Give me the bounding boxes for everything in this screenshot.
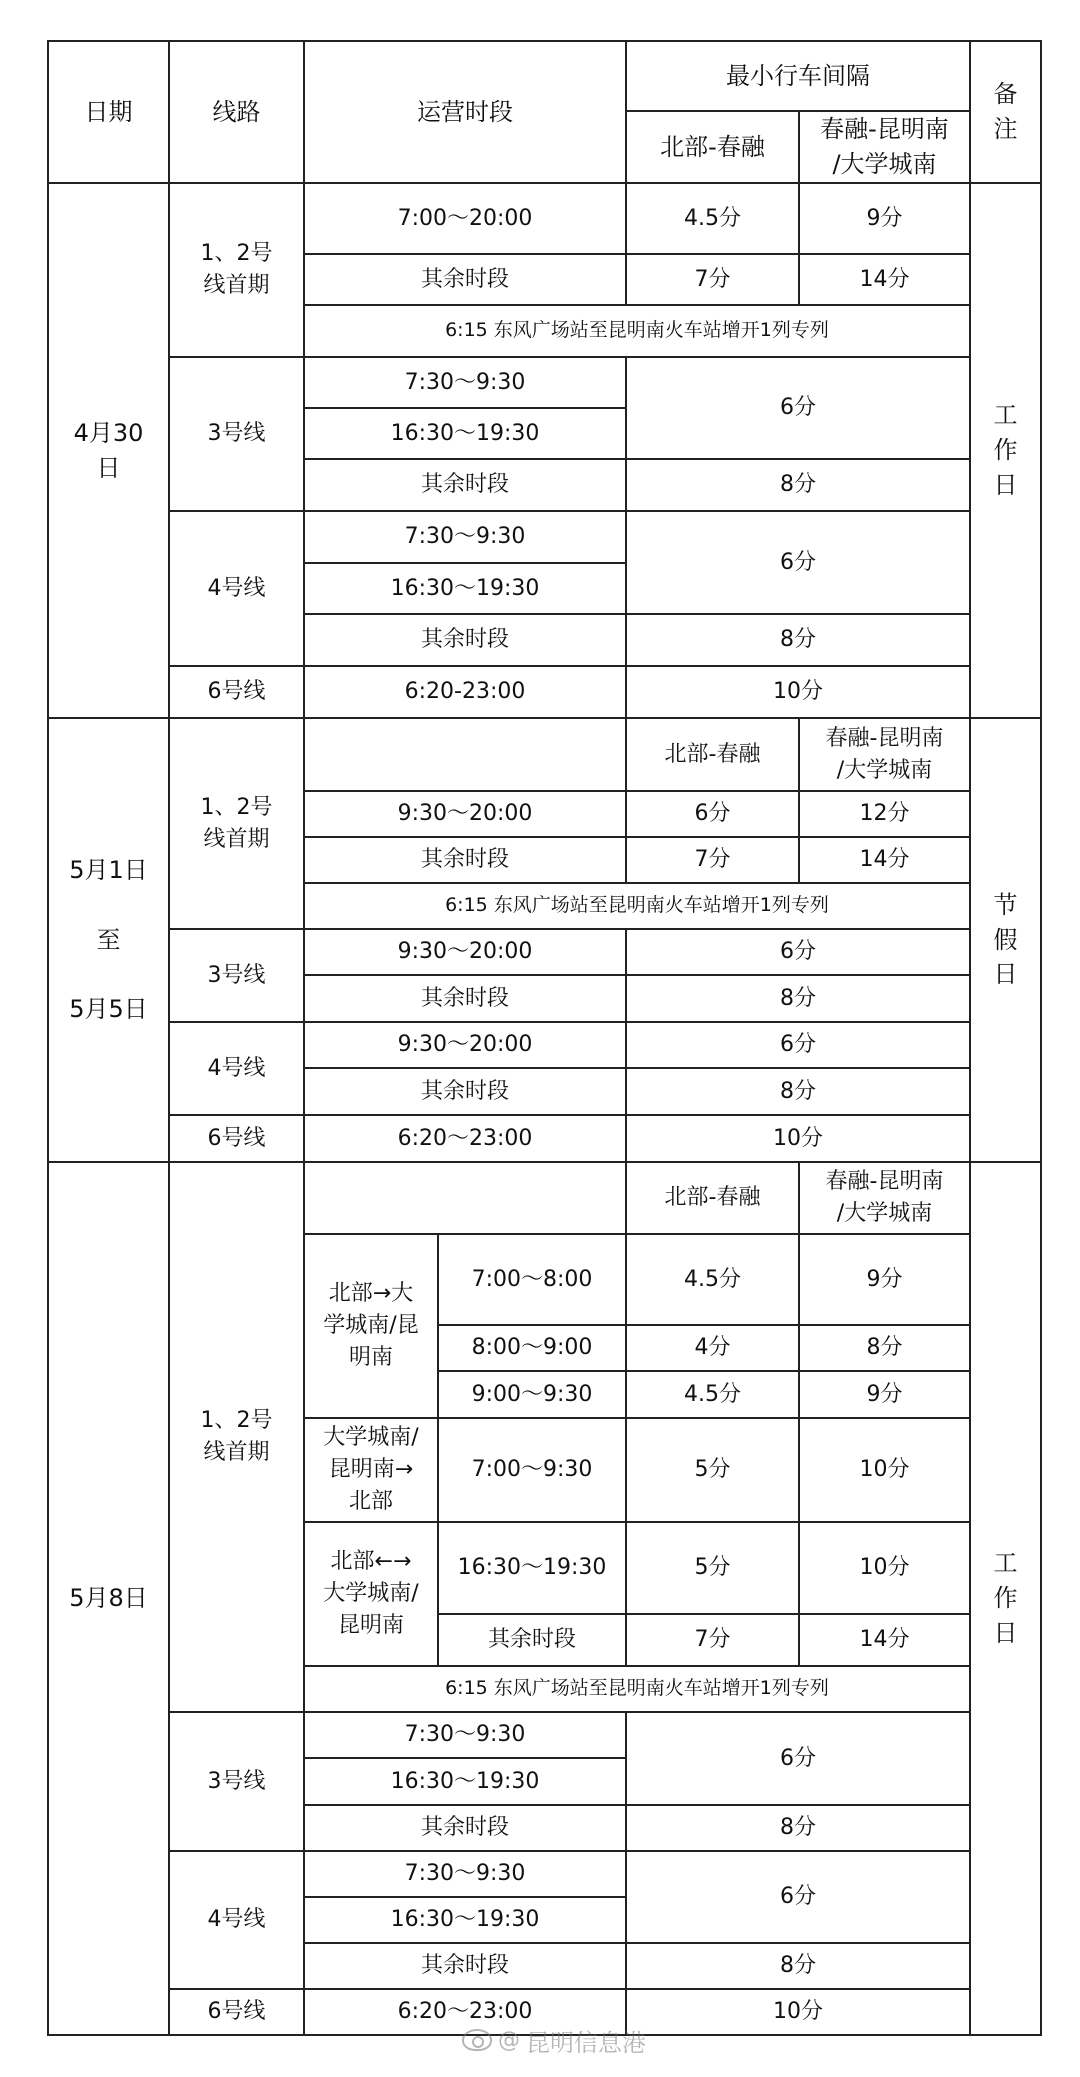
- s1-l12-period-1: 7:00～20:00: [397, 205, 533, 231]
- s2-l12-p1-north: 6分: [694, 801, 731, 827]
- s3-l6-period: 6:20～23:00: [397, 1999, 533, 2025]
- s2-l12-note: 6:15 东风广场站至昆明南火车站增开1列专列: [445, 894, 829, 917]
- s3-d3-period-1: 16:30～19:30: [457, 1555, 607, 1581]
- s2-l3-period-1: 9:30～20:00: [397, 939, 533, 965]
- s2-l4-interval-2: 8分: [780, 1078, 816, 1104]
- watermark: [462, 2020, 646, 2060]
- s1-l4-off: 8分: [780, 627, 816, 653]
- s2-l12-period-2: 其余时段: [420, 847, 509, 873]
- s1-remark: 工 作 日: [993, 401, 1018, 499]
- s3-l3-off: 8分: [780, 1815, 816, 1841]
- s2-l12-p2-north: 7分: [694, 847, 731, 873]
- h-rule: [168, 510, 971, 512]
- h-rule: [168, 1114, 971, 1116]
- header-date: 日期: [84, 97, 133, 126]
- s2-seg-north: 北部-春融: [664, 741, 761, 767]
- s3-d1-period-3: 9:00～9:30: [471, 1381, 593, 1407]
- h-rule: [303, 304, 971, 306]
- s3-remark: 工 作 日: [993, 1549, 1018, 1647]
- header-line: 线路: [212, 97, 261, 126]
- v-rule: [625, 356, 627, 884]
- h-rule: [168, 1711, 971, 1713]
- s3-d1-p3-north: 4.5分: [684, 1381, 741, 1407]
- s1-l3-off: 8分: [780, 472, 816, 498]
- s1-line-6: 6号线: [207, 679, 266, 705]
- h-rule: [303, 1757, 627, 1759]
- s1-l4-period-1: 7:30～9:30: [404, 524, 526, 550]
- s3-direction-2: 大学城南/ 昆明南→ 北部: [323, 1425, 419, 1514]
- s3-d1-p2-north: 4分: [694, 1335, 731, 1361]
- s3-l3-period-2: 16:30～19:30: [390, 1768, 540, 1794]
- v-rule: [969, 40, 971, 2036]
- s1-l6-interval: 10分: [773, 679, 823, 705]
- watermark-at: @: [498, 2027, 520, 2053]
- s2-l4-period-2: 其余时段: [420, 1078, 509, 1104]
- s2-l12-p1-south: 12分: [859, 801, 910, 827]
- s3-d3-p1-north: 5分: [694, 1555, 731, 1581]
- s1-l4-period-3: 其余时段: [420, 627, 509, 653]
- h-rule: [303, 1417, 971, 1419]
- s3-l12-note: 6:15 东风广场站至昆明南火车站增开1列专列: [445, 1677, 829, 1700]
- h-rule: [47, 182, 1042, 184]
- s2-l12-period-1: 9:30～20:00: [397, 801, 533, 827]
- weibo-icon: [462, 2029, 492, 2051]
- v-rule: [47, 40, 49, 2036]
- h-rule: [437, 1613, 971, 1615]
- s1-line-3: 3号线: [207, 421, 266, 447]
- s3-direction-3: 北部←→ 大学城南/ 昆明南: [323, 1549, 419, 1638]
- s3-line-12: 1、2号 线首期: [200, 1408, 273, 1465]
- s2-l4-period-1: 9:30～20:00: [397, 1032, 533, 1058]
- h-rule: [303, 1942, 971, 1944]
- s3-d1-period-2: 8:00～9:00: [471, 1335, 593, 1361]
- s1-line-4: 4号线: [207, 575, 266, 601]
- h-rule: [303, 790, 971, 792]
- s3-d3-p2-north: 7分: [694, 1627, 731, 1653]
- s1-l12-p2-south: 14分: [859, 266, 910, 292]
- s3-l4-period-2: 16:30～19:30: [390, 1907, 540, 1933]
- h-rule: [47, 1161, 1042, 1163]
- h-rule: [303, 458, 971, 460]
- v-rule: [303, 40, 305, 2036]
- s3-date: 5月8日: [69, 1584, 148, 1613]
- v-rule: [168, 40, 170, 2036]
- s2-line-12: 1、2号 线首期: [200, 794, 273, 852]
- s3-d3-p2-south: 14分: [859, 1627, 910, 1653]
- s2-line-4: 4号线: [207, 1055, 266, 1081]
- s1-l12-p2-north: 7分: [694, 266, 731, 292]
- s1-l3-peak: 6分: [780, 395, 816, 421]
- s3-d3-period-2: 其余时段: [487, 1627, 576, 1653]
- h-rule: [168, 928, 971, 930]
- v-rule: [798, 717, 800, 884]
- h-rule: [303, 836, 971, 838]
- s3-subheader-blank: [304, 1162, 626, 1234]
- s3-d2-north: 5分: [694, 1457, 731, 1483]
- h-rule: [47, 40, 1042, 42]
- h-rule: [437, 1370, 971, 1372]
- s2-seg-south: 春融-昆明南 /大学城南: [825, 725, 944, 783]
- s3-l4-off: 8分: [780, 1953, 816, 1979]
- s3-d3-p1-south: 10分: [859, 1555, 910, 1581]
- h-rule: [168, 1850, 971, 1852]
- s2-l3-interval-2: 8分: [780, 985, 816, 1011]
- s3-l6-interval: 10分: [773, 1999, 823, 2025]
- h-rule: [303, 1521, 971, 1523]
- v-rule: [1040, 40, 1042, 2036]
- s2-l4-interval-1: 6分: [780, 1032, 816, 1058]
- v-rule: [798, 110, 800, 306]
- s1-line-12: 1、2号 线首期: [200, 241, 273, 298]
- s1-l3-period-1: 7:30～9:30: [404, 369, 526, 395]
- header-period: 运营时段: [417, 97, 513, 126]
- h-rule: [303, 1804, 971, 1806]
- s1-l3-period-2: 16:30～19:30: [390, 420, 540, 446]
- s3-l3-period-1: 7:30～9:30: [404, 1722, 526, 1748]
- s2-line-6: 6号线: [207, 1125, 266, 1151]
- s2-remark: 节 假 日: [993, 890, 1018, 989]
- s2-l6-interval: 10分: [773, 1125, 823, 1151]
- s3-l3-peak: 6分: [780, 1745, 816, 1771]
- h-rule: [303, 407, 627, 409]
- v-rule: [625, 40, 627, 306]
- s1-l12-period-2: 其余时段: [420, 266, 509, 292]
- s3-d2-south: 10分: [859, 1457, 910, 1483]
- s3-direction-1: 北部→大 学城南/昆 明南: [323, 1281, 419, 1370]
- s2-subheader-blank: [304, 718, 626, 791]
- s1-l12-note: 6:15 东风广场站至昆明南火车站增开1列专列: [445, 319, 829, 342]
- h-rule: [303, 882, 971, 884]
- s3-l3-period-3: 其余时段: [420, 1815, 509, 1841]
- h-rule: [303, 1896, 627, 1898]
- s2-l3-interval-1: 6分: [780, 939, 816, 965]
- h-rule: [303, 1665, 971, 1667]
- s3-d1-p1-north: 4.5分: [684, 1266, 741, 1292]
- s3-seg-north: 北部-春融: [664, 1185, 761, 1211]
- s3-line-4: 4号线: [207, 1907, 266, 1933]
- s3-l4-period-3: 其余时段: [420, 1953, 509, 1979]
- h-rule: [168, 1988, 971, 1990]
- h-rule: [303, 562, 627, 564]
- s2-l3-period-2: 其余时段: [420, 985, 509, 1011]
- h-rule: [303, 253, 971, 255]
- h-rule: [303, 974, 971, 976]
- v-rule: [625, 928, 627, 1667]
- h-rule: [47, 717, 1042, 719]
- s3-seg-south: 春融-昆明南 /大学城南: [825, 1169, 944, 1226]
- s1-l12-p1-north: 4.5分: [684, 205, 741, 231]
- s3-d2-period: 7:00～9:30: [471, 1457, 593, 1483]
- s1-l12-p1-south: 9分: [866, 205, 903, 231]
- s1-l6-period: 6:20-23:00: [404, 679, 526, 705]
- s1-l4-peak: 6分: [780, 549, 816, 575]
- h-rule: [303, 1233, 971, 1235]
- s3-line-6: 6号线: [207, 1999, 266, 2025]
- h-rule: [168, 356, 971, 358]
- header-remark: 备 注: [993, 80, 1018, 143]
- s3-l4-peak: 6分: [780, 1884, 816, 1910]
- watermark-name: 昆明信息港: [526, 2028, 646, 2057]
- s1-l3-period-3: 其余时段: [420, 472, 509, 498]
- h-rule: [168, 665, 971, 667]
- h-rule: [303, 1067, 971, 1069]
- s3-d1-period-1: 7:00～8:00: [471, 1266, 593, 1292]
- s2-line-3: 3号线: [207, 962, 266, 988]
- s1-date: 4月30 日: [73, 418, 144, 482]
- h-rule: [168, 1021, 971, 1023]
- header-seg-south: 春融-昆明南 /大学城南: [820, 115, 949, 178]
- header-interval: 最小行车间隔: [726, 61, 870, 90]
- s3-line-3: 3号线: [207, 1768, 266, 1794]
- s1-l4-period-2: 16:30～19:30: [390, 575, 540, 601]
- s3-d1-p3-south: 9分: [866, 1381, 903, 1407]
- s2-l12-p2-south: 14分: [859, 847, 910, 873]
- s3-d1-p2-south: 8分: [866, 1335, 903, 1361]
- v-rule: [437, 1233, 439, 1667]
- h-rule: [303, 613, 971, 615]
- v-rule: [798, 1161, 800, 1667]
- h-rule: [437, 1324, 971, 1326]
- s3-d1-p1-south: 9分: [866, 1266, 903, 1292]
- s2-date: 5月1日 至 5月5日: [69, 856, 148, 1024]
- s3-l4-period-1: 7:30～9:30: [404, 1861, 526, 1887]
- s2-l6-period: 6:20～23:00: [397, 1125, 533, 1151]
- header-seg-north: 北部-春融: [660, 132, 765, 161]
